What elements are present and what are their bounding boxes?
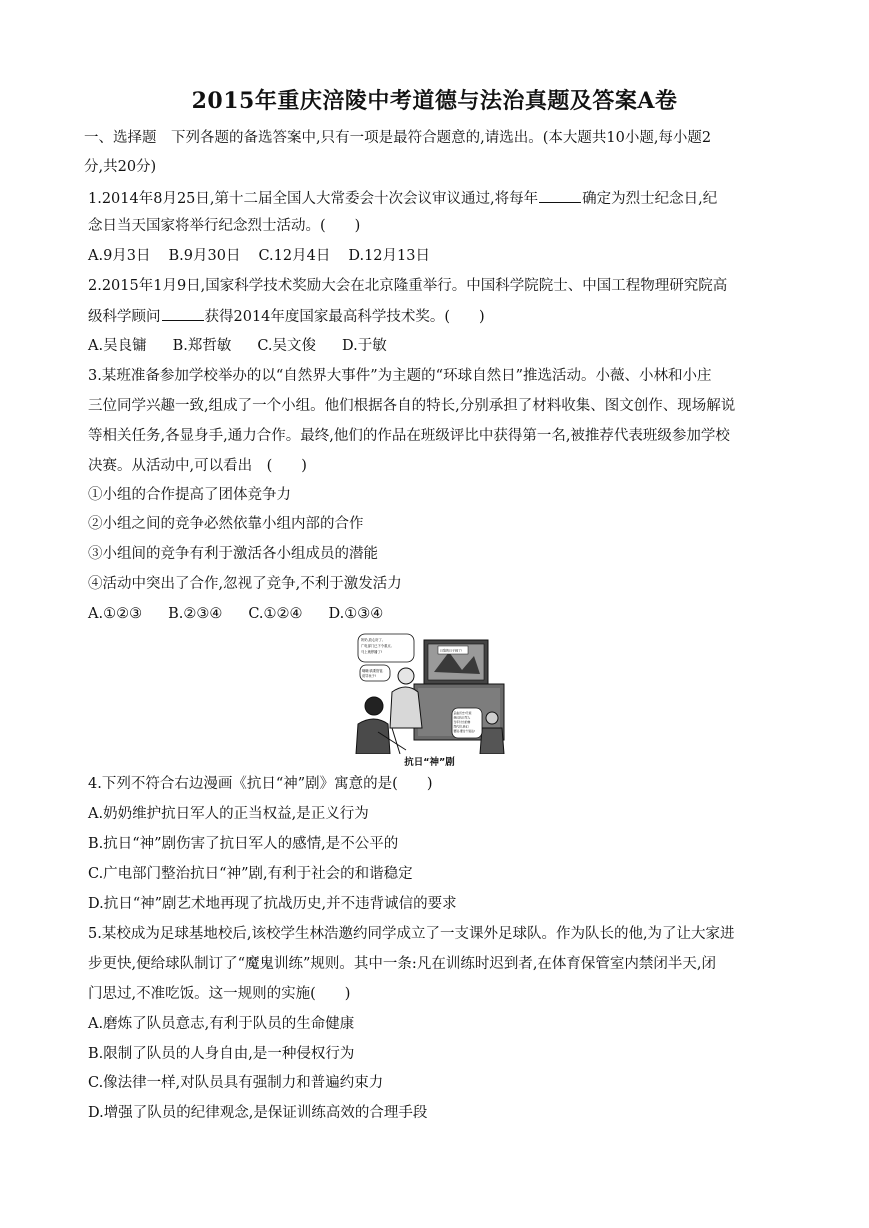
speech-bubble-girl bbox=[360, 665, 390, 681]
soldier-figure bbox=[486, 712, 498, 724]
q2-option-b: B.郑哲敏 bbox=[172, 338, 232, 354]
section-instruction-line-1: 一、选择题 下列各题的备选答案中,只有一项是最符合题意的,请选出。(本大题共10小题,每小题2 bbox=[84, 130, 712, 146]
page-title: 2015年重庆涪陵中考道德与法治真题及答案A卷 bbox=[191, 88, 678, 114]
q5-stem-line-2: 步更快,便给球队制订了“魔鬼训练”规则。其中一条:凡在训练时迟到者,在体育保管室内禁闭半天,闭 bbox=[88, 956, 717, 972]
section-instruction-line-2: 分,共20分) bbox=[84, 159, 157, 175]
soldier-bubble-text-5: 要说,要讨个说法! bbox=[453, 729, 476, 733]
q3-stem-line-2: 三位同学兴趣一致,组成了一个小组。他们根据各自的特长,分别承担了材料收集、图文创作、现场解说 bbox=[88, 398, 736, 414]
q1-stem-part-b: 确定为烈士纪念日,纪 bbox=[582, 191, 718, 207]
q3-options bbox=[88, 604, 409, 624]
q1-option-c: C.12月4日 bbox=[258, 248, 331, 264]
q4-option-b: B.抗日“神”剧伤害了抗日军人的感情,是不公平的 bbox=[88, 836, 399, 852]
q3-option-b: B.②③④ bbox=[168, 606, 223, 622]
tv-bubble-text: 日寇的日子到了! bbox=[440, 648, 463, 653]
q3-option-a: A.①②③ bbox=[88, 606, 143, 622]
q1-stem-part-a: 1.2014年8月25日,第十二届全国人大常委会十次会议审议通过,将每年 bbox=[88, 191, 539, 207]
comic-illustration bbox=[354, 632, 505, 754]
grandma-bubble-text-3: 马上就停播了! bbox=[361, 650, 383, 654]
q3-option-d: D.①③④ bbox=[328, 606, 384, 622]
girl-figure bbox=[365, 697, 383, 715]
q4-option-a: A.奶奶维护抗日军人的正当权益,是正义行为 bbox=[88, 806, 369, 822]
q5-option-c: C.像法律一样,对队员具有强制力和普遍约束力 bbox=[88, 1075, 384, 1091]
q4-option-c: C.广电部门整治抗日“神”剧,有利于社会的和谐稳定 bbox=[88, 866, 413, 882]
q2-option-c: C.吴文俊 bbox=[257, 338, 317, 354]
q5-option-d: D.增强了队员的纪律观念,是保证训练高效的合理手段 bbox=[88, 1105, 428, 1121]
q2-answer-blank bbox=[162, 306, 204, 321]
q4-stem: 4.下列不符合右边漫画《抗日“神”剧》寓意的是( ) bbox=[88, 776, 433, 792]
q5-option-b: B.限制了队员的人身自由,是一种侵权行为 bbox=[88, 1046, 355, 1062]
comic-caption: 抗日“神”剧 bbox=[404, 757, 455, 768]
q3-stem-line-1: 3.某班准备参加学校举办的以“自然界大事件”为主题的“环球自然日”推选活动。小薇、小林和小庄 bbox=[88, 368, 712, 384]
q1-stem-line-1 bbox=[88, 188, 717, 209]
q1-option-d: D.12月13日 bbox=[348, 248, 430, 264]
q2-stem-line-2 bbox=[88, 306, 485, 327]
grandma-bubble-text-1: 奶奶,放心好了, bbox=[361, 638, 383, 642]
q1-option-b: B.9月30日 bbox=[168, 248, 241, 264]
q5-stem-line-1: 5.某校成为足球基地校后,该校学生林浩邀约同学成立了一支课外足球队。作为队长的他,为了让大家进 bbox=[88, 926, 735, 942]
q2-option-d: D.于敏 bbox=[342, 338, 387, 354]
grandma-figure bbox=[398, 668, 414, 684]
q3-statement-4: ④活动中突出了合作,忽视了竞争,不利于激发活力 bbox=[88, 576, 402, 592]
q2-options bbox=[88, 336, 413, 356]
q5-option-a: A.磨炼了队员意志,有利于队员的生命健康 bbox=[88, 1016, 355, 1032]
q3-stem-line-3: 等相关任务,各显身手,通力合作。最终,他们的作品在班级评比中获得第一名,被推荐代表班级参加学校 bbox=[88, 428, 730, 444]
q4-option-d: D.抗日“神”剧艺术地再现了抗战历史,并不违背诚信的要求 bbox=[88, 896, 457, 912]
soldier-bubble-text-4: 烈代价,我们 bbox=[453, 724, 469, 729]
soldier-bubble-text-3: 当年付出的惨 bbox=[453, 720, 471, 724]
q2-stem-part-c: 获得2014年度国家最高科学技术奖。( ) bbox=[204, 309, 485, 325]
q3-statement-3: ③小组间的竞争有利于激活各小组成员的潜能 bbox=[88, 546, 378, 562]
q2-stem-part-b: 级科学顾问 bbox=[88, 309, 161, 325]
q3-statement-1: ①小组的合作提高了团体竞争力 bbox=[88, 487, 291, 503]
q2-stem-line-1: 2.2015年1月9日,国家科学技术奖励大会在北京隆重举行。中国科学院院士、中国工程物理研究院高 bbox=[88, 278, 728, 294]
q1-stem-line-2: 念日当天国家将举行纪念烈士活动。( ) bbox=[88, 218, 361, 234]
q1-answer-blank bbox=[539, 188, 581, 203]
soldier-bubble-text-2: 我们抗日军人 bbox=[453, 715, 471, 720]
q2-option-a: A.吴良镛 bbox=[88, 338, 147, 354]
grandma-bubble-text-2: 广电部门已下令重点, bbox=[361, 644, 392, 648]
q5-stem-line-3: 门思过,不准吃饭。这一规则的实施( ) bbox=[88, 986, 351, 1002]
girl-bubble-text-1: 哦哦!真要管管, bbox=[362, 669, 384, 673]
q3-stem-line-4: 决赛。从活动中,可以看出 ( ) bbox=[88, 458, 307, 474]
q3-option-c: C.①②④ bbox=[248, 606, 303, 622]
q1-options bbox=[88, 246, 448, 266]
girl-bubble-text-2: 误导孩子! bbox=[362, 674, 377, 678]
q1-option-a: A.9月3日 bbox=[88, 248, 151, 264]
q3-statement-2: ②小组之间的竞争必然依靠小组内部的合作 bbox=[88, 516, 364, 532]
soldier-bubble-text-1: 歪曲历史!无视 bbox=[453, 711, 472, 715]
